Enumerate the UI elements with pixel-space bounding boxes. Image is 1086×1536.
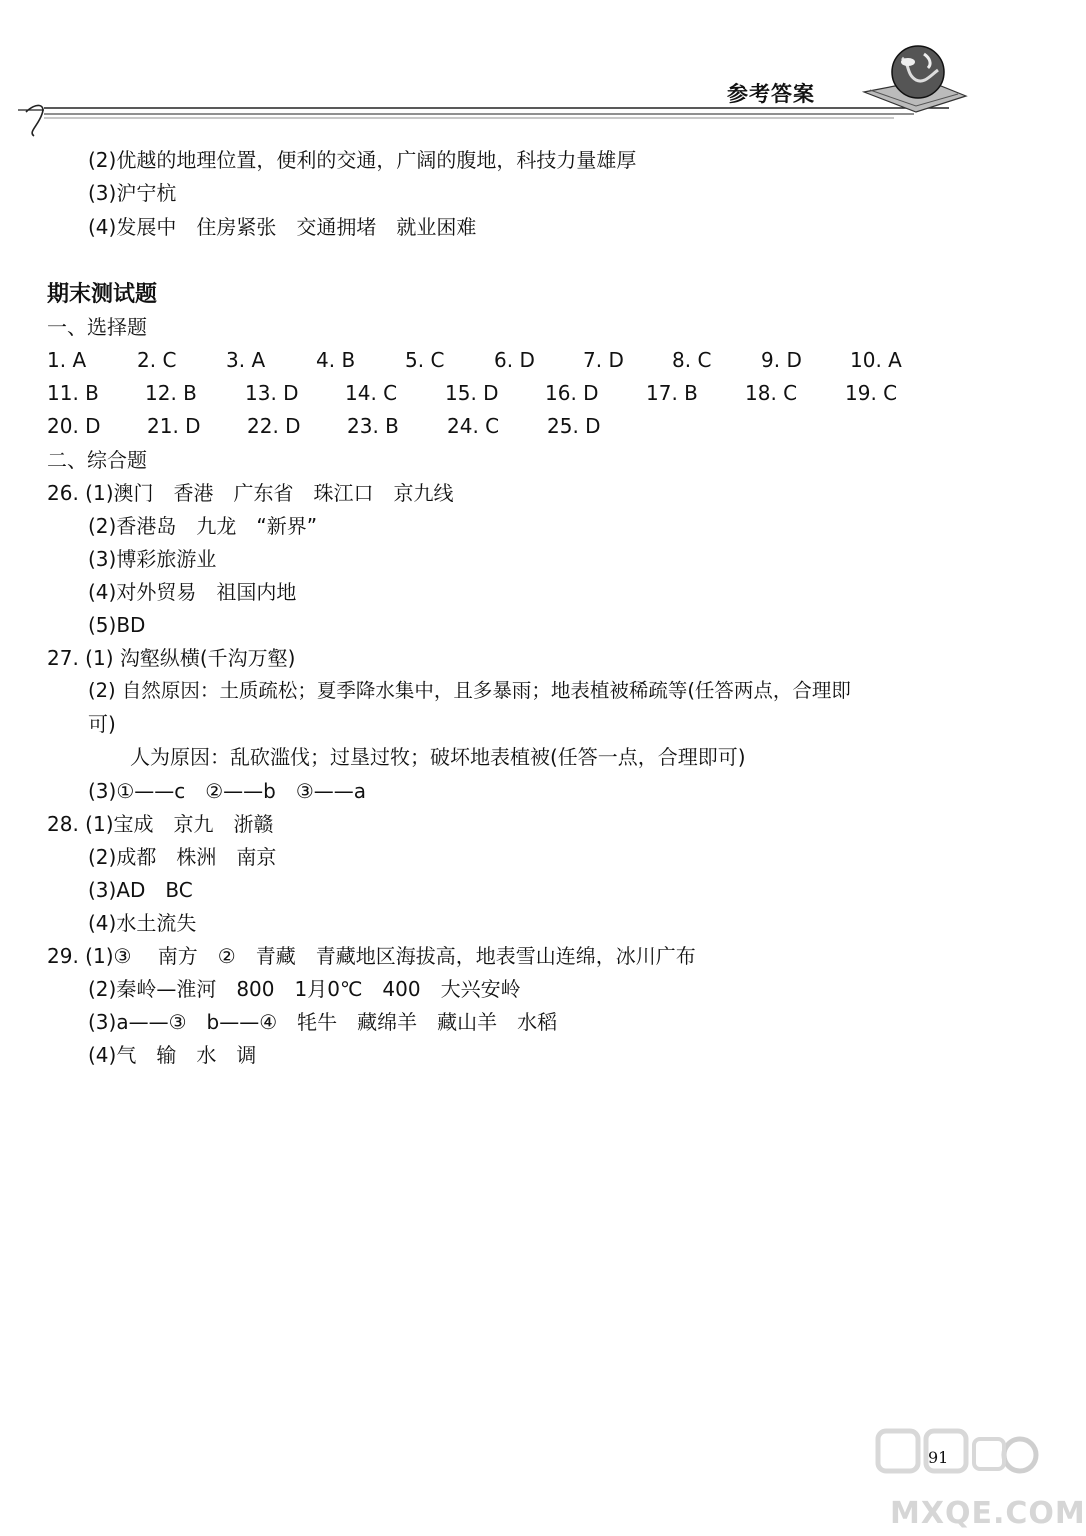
choice-answer: 8. C: [672, 348, 712, 372]
header-title: 参考答案: [727, 81, 815, 106]
choice-answer: 13. D: [245, 381, 299, 405]
intro-line-2: (3)沪宁杭: [88, 181, 177, 205]
page-number: 91: [928, 1448, 949, 1467]
q28-line: 28. (1)宝成 京九 浙赣: [47, 812, 274, 836]
choice-answer: 21. D: [147, 414, 201, 438]
choice-answer: 9. D: [761, 348, 802, 372]
choice-answer: 10. A: [850, 348, 902, 372]
q26-line: (2)香港岛 九龙 “新界”: [88, 514, 318, 538]
choice-answer: 11. B: [47, 381, 99, 405]
q26-line: (3)博彩旅游业: [88, 547, 217, 571]
q29-line: (2)秦岭—淮河 800 1月0℃ 400 大兴安岭: [88, 977, 521, 1001]
choice-answer: 20. D: [47, 414, 101, 438]
q27-line: 可): [88, 712, 116, 736]
q29-line: (3)a——③ b——④ 牦牛 藏绵羊 藏山羊 水稻: [88, 1010, 558, 1034]
q28-line: (2)成都 株洲 南京: [88, 845, 277, 869]
section-title: 期末测试题: [47, 282, 158, 307]
choice-answer: 23. B: [347, 414, 399, 438]
part2-title: 二、综合题: [47, 448, 147, 472]
choice-answer: 12. B: [145, 381, 197, 405]
choice-answer: 18. C: [745, 381, 798, 405]
intro-line-1: (2)优越的地理位置，便利的交通，广阔的腹地，科技力量雄厚: [88, 148, 637, 172]
choice-answer: 6. D: [494, 348, 535, 372]
q26-line: (4)对外贸易 祖国内地: [88, 580, 297, 604]
choice-answer: 5. C: [405, 348, 445, 372]
choice-answer: 17. B: [646, 381, 698, 405]
choice-answer: 19. C: [845, 381, 898, 405]
part1-title: 一、选择题: [47, 315, 147, 339]
q26-line: 26. (1)澳门 香港 广东省 珠江口 京九线: [47, 481, 454, 505]
choice-answer: 24. C: [447, 414, 500, 438]
q26-line: (5)BD: [88, 613, 146, 637]
choice-answer: 2. C: [137, 348, 177, 372]
q28-line: (4)水土流失: [88, 911, 197, 935]
choice-answer: 4. B: [316, 348, 356, 372]
q29-line: (4)气 输 水 调: [88, 1043, 257, 1067]
intro-line-3: (4)发展中 住房紧张 交通拥堵 就业困难: [88, 215, 477, 239]
choice-answer: 16. D: [545, 381, 599, 405]
choice-answer: 22. D: [247, 414, 301, 438]
choice-answer: 15. D: [445, 381, 499, 405]
choice-answer: 14. C: [345, 381, 398, 405]
choice-answer: 7. D: [583, 348, 624, 372]
q28-line: (3)AD BC: [88, 878, 193, 902]
choice-answer: 1. A: [47, 348, 87, 372]
choice-answer: 25. D: [547, 414, 601, 438]
q27-line: (2) 自然原因：土质疏松；夏季降水集中，且多暴雨；地表植被稀疏等(任答两点，合理即: [88, 679, 851, 702]
globe-book-icon: [856, 40, 971, 120]
watermark-text: MXQE.COM: [890, 1496, 1086, 1531]
q29-line: 29. (1)③ 南方 ② 青藏 青藏地区海拔高，地表雪山连绵，冰川广布: [47, 944, 696, 968]
choice-answer: 3. A: [226, 348, 266, 372]
q27-line: (3)①——c ②——b ③——a: [88, 779, 367, 803]
q27-line: 27. (1) 沟壑纵横(千沟万壑): [47, 646, 296, 670]
q27-line: 人为原因：乱砍滥伐；过垦过牧；破坏地表植被(任答一点，合理即可): [130, 745, 746, 769]
